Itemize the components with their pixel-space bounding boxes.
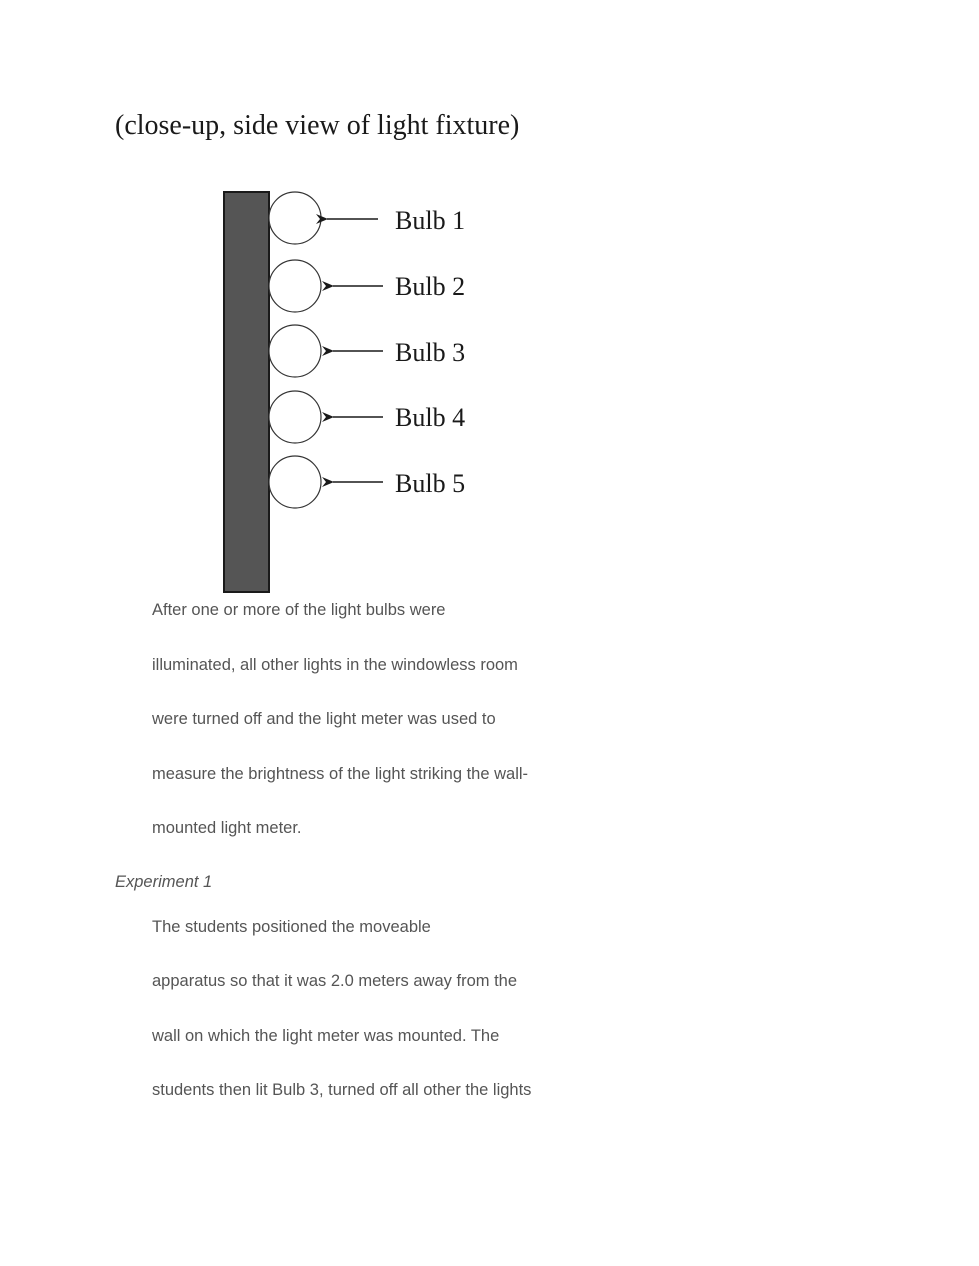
bulb-1-circle — [269, 192, 321, 244]
experiment-1-heading: Experiment 1 — [115, 873, 213, 891]
figure-caption: (close-up, side view of light fixture) — [115, 110, 520, 141]
bulb-4-label: Bulb 4 — [395, 403, 466, 432]
bulb-5-label: Bulb 5 — [395, 469, 466, 498]
bulb-2-label: Bulb 2 — [395, 272, 466, 301]
bulb-3-circle — [269, 325, 321, 377]
light-fixture-diagram — [0, 0, 979, 620]
experiment-1-line-3: wall on which the light meter was mounted. The — [152, 1027, 500, 1045]
bulb-4 — [269, 391, 465, 443]
paragraph-1-line-1: After one or more of the light bulbs were — [152, 601, 446, 619]
experiment-1-line-1: The students positioned the moveable — [152, 918, 431, 936]
paragraph-1-line-2: illuminated, all other lights in the windowless room — [152, 656, 518, 674]
bulb-2 — [269, 260, 465, 312]
bulb-3 — [269, 325, 465, 377]
bulb-5 — [269, 456, 465, 508]
paragraph-1-line-5: mounted light meter. — [152, 819, 302, 837]
experiment-1-line-2: apparatus so that it was 2.0 meters away from the — [152, 972, 518, 990]
paragraph-1-line-3: were turned off and the light meter was used to — [152, 710, 496, 728]
bulb-1 — [269, 192, 465, 244]
fixture-bar — [224, 192, 269, 592]
bulb-2-circle — [269, 260, 321, 312]
bulb-1-label: Bulb 1 — [395, 206, 466, 235]
bulb-3-label: Bulb 3 — [395, 338, 466, 367]
paragraph-1-line-4: measure the brightness of the light striking the wall- — [152, 765, 529, 783]
experiment-1-line-4: students then lit Bulb 3, turned off all other the lights — [152, 1081, 532, 1099]
bulb-5-circle — [269, 456, 321, 508]
bulb-4-circle — [269, 391, 321, 443]
